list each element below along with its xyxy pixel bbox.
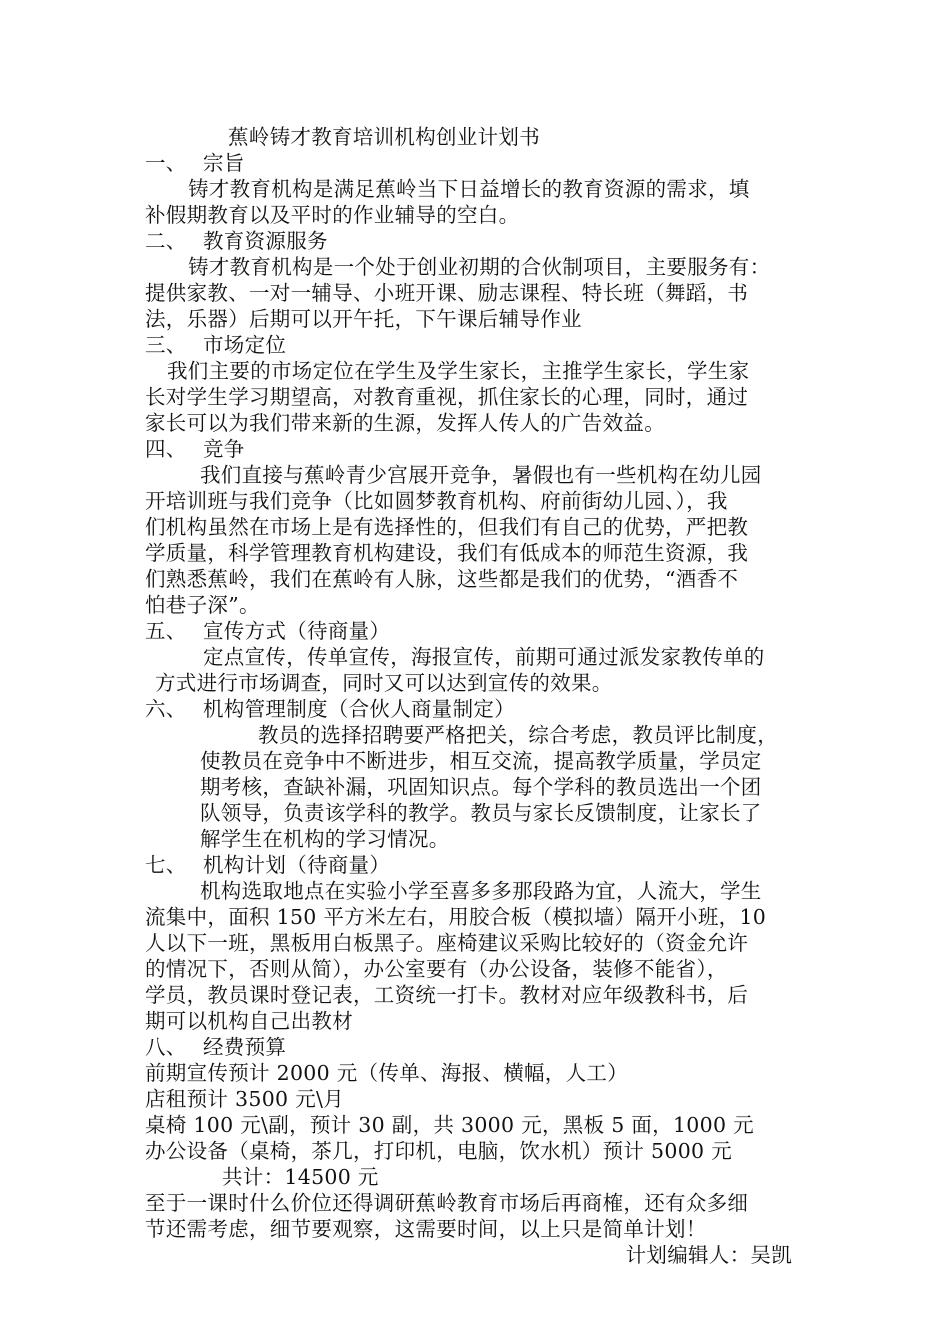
section-number: 七、: [145, 853, 187, 877]
section-heading-6: [145, 696, 515, 722]
budget-line: 前期宣传预计 2000 元（传单、海报、横幅，人工）: [145, 1061, 629, 1085]
closing-line: 至于一课时什么价位还得调研蕉岭教育市场后再商榷，还有众多细: [145, 1191, 749, 1215]
section-number: 四、: [145, 437, 187, 461]
paragraph-line: 期可以机构自己出教材: [145, 1009, 353, 1033]
section-number: 三、: [145, 333, 187, 357]
section-heading-7: [145, 852, 390, 878]
paragraph-line: 的情况下，否则从简），办公室要有（办公设备，装修不能省），: [145, 957, 728, 981]
paragraph-line: 解学生在机构的学习情况。: [200, 827, 450, 851]
paragraph-line: 我们主要的市场定位在学生及学生家长，主推学生家长，学生家: [167, 359, 750, 383]
section-title: 教育资源服务: [203, 229, 328, 253]
paragraph-line: 学质量，科学管理教育机构建设，我们有低成本的师范生资源，我: [145, 541, 749, 565]
section-title: 机构计划（待商量）: [203, 853, 391, 877]
paragraph-line: 使教员在竞争中不断进步，相互交流，提高教学质量，学员定: [200, 749, 762, 773]
budget-total: 共计：14500 元: [222, 1165, 379, 1189]
section-number: 五、: [145, 619, 187, 643]
paragraph-line: 方式进行市场调查，同时又可以达到宣传的效果。: [155, 671, 613, 695]
paragraph-line: 开培训班与我们竞争（比如圆梦教育机构、府前街幼儿园、），我: [145, 489, 728, 513]
section-number: 一、: [145, 151, 187, 175]
author-signature: 计划编辑人：吴凯: [625, 1243, 792, 1267]
paragraph-line: 期考核，查缺补漏，巩固知识点。每个学科的教员选出一个团: [200, 775, 762, 799]
paragraph-line: 长对学生学习期望高，对教育重视，抓住家长的心理，同时，通过: [145, 385, 749, 409]
paragraph-line: 流集中，面积 150 平方米左右，用胶合板（模拟墙）隔开小班，10: [145, 905, 767, 929]
budget-line: 办公设备（桌椅，茶几，打印机，电脑，饮水机）预计 5000 元: [145, 1139, 733, 1163]
section-heading-2: [145, 228, 328, 254]
paragraph-line: 铸才教育机构是一个处于创业初期的合伙制项目，主要服务有：: [188, 255, 771, 279]
section-title: 宗旨: [203, 151, 245, 175]
section-number: 八、: [145, 1035, 187, 1059]
paragraph-line: 定点宣传，传单宣传，海报宣传，前期可通过派发家教传单的: [203, 645, 765, 669]
paragraph-line: 人以下一班，黑板用白板黑子。座椅建议采购比较好的（资金允许: [145, 931, 749, 955]
section-number: 六、: [145, 697, 187, 721]
budget-line: 店租预计 3500 元\月: [145, 1087, 345, 1111]
section-heading-1: [145, 150, 245, 176]
paragraph-line: 怕巷子深”。: [145, 593, 260, 617]
paragraph-line: 家长可以为我们带来新的生源，发挥人传人的广告效益。: [145, 411, 665, 435]
section-heading-8: [145, 1034, 286, 1060]
section-title: 宣传方式（待商量）: [203, 619, 391, 643]
section-heading-5: [145, 618, 390, 644]
closing-line: 节还需考虑，细节要观察，这需要时间，以上只是简单计划！: [145, 1217, 707, 1241]
section-heading-4: [145, 436, 245, 462]
paragraph-line: 法，乐器）后期可以开午托，下午课后辅导作业: [145, 307, 582, 331]
section-title: 市场定位: [203, 333, 287, 357]
paragraph-line: 们机构虽然在市场上是有选择性的，但我们有自己的优势，严把教: [145, 515, 749, 539]
section-title: 竞争: [203, 437, 245, 461]
paragraph-line: 队领导，负责该学科的教学。教员与家长反馈制度，让家长了: [200, 801, 762, 825]
paragraph-line: 学员，教员课时登记表，工资统一打卡。教材对应年级教科书，后: [145, 983, 749, 1007]
paragraph-line: 铸才教育机构是满足蕉岭当下日益增长的教育资源的需求，填: [188, 177, 750, 201]
paragraph-line: 机构选取地点在实验小学至喜多多那段路为宜，人流大，学生: [200, 879, 762, 903]
budget-line: 桌椅 100 元\副，预计 30 副，共 3000 元，黑板 5 面，1000 元: [145, 1113, 754, 1137]
section-heading-3: [145, 332, 286, 358]
section-title: 经费预算: [203, 1035, 287, 1059]
paragraph-line: 教员的选择招聘要严格把关，综合考虑，教员评比制度，: [258, 723, 778, 747]
section-number: 二、: [145, 229, 187, 253]
section-title: 机构管理制度（合伙人商量制定）: [203, 697, 515, 721]
paragraph-line: 我们直接与蕉岭青少宫展开竞争，暑假也有一些机构在幼儿园: [200, 463, 762, 487]
paragraph-line: 补假期教育以及平时的作业辅导的空白。: [145, 203, 520, 227]
document-title: 蕉岭铸才教育培训机构创业计划书: [228, 125, 540, 149]
paragraph-line: 们熟悉蕉岭，我们在蕉岭有人脉，这些都是我们的优势，“酒香不: [145, 567, 739, 591]
paragraph-line: 提供家教、一对一辅导、小班开课、励志课程、特长班（舞蹈，书: [145, 281, 749, 305]
